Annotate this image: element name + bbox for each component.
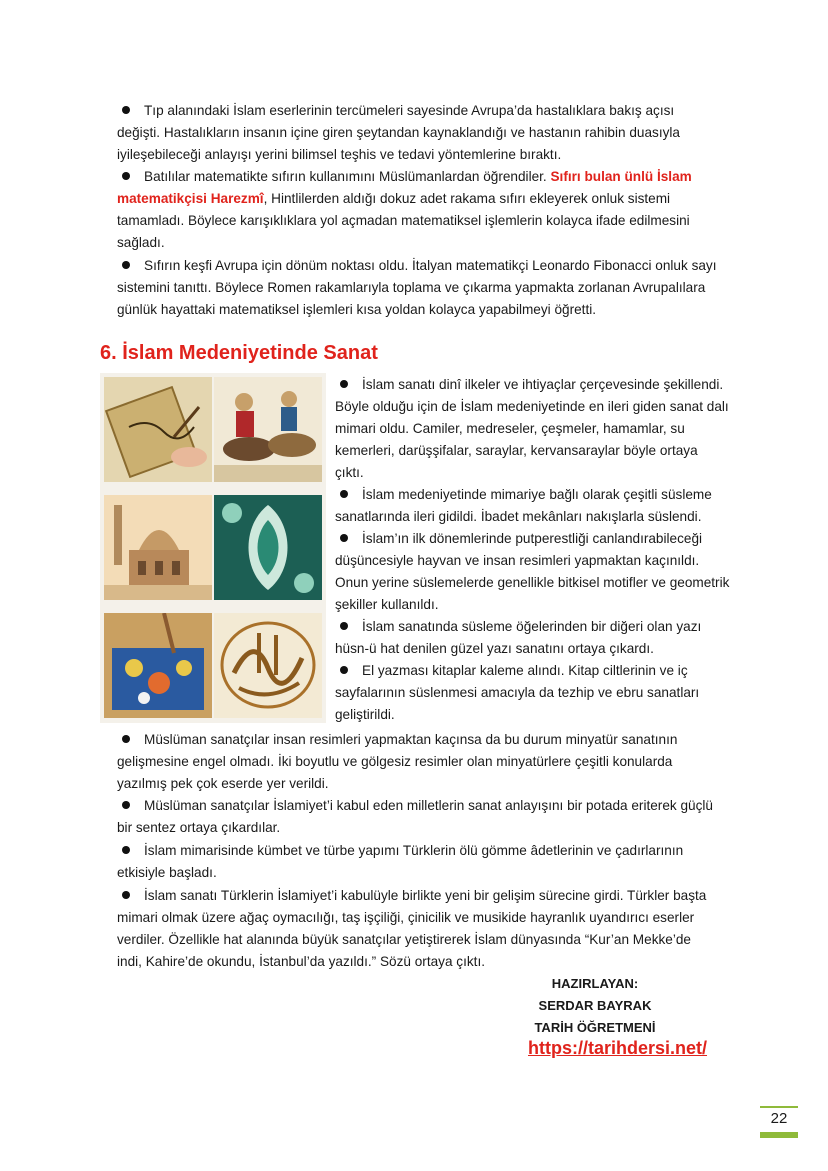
bullet-icon [340, 666, 348, 674]
column-item-5: El yazması kitaplar kaleme alındı. Kitap ciltlerinin ve iç sayfalarının süslenmesi amacıyla da tezhip ve ebru sanatları geliştirildi. [335, 663, 700, 722]
paragraph-fibonacci: Sıfırın keşfi Avrupa için dönüm noktası oldu. İtalyan matematikçi Leonardo Fibonacci onluk sayı sistemini tanıttı. Böylece Romen rakamlarıyla toplama ve çıkarma yapmakta zorlanan Avrupalılara günlük hayattaki matematiksel işlemleri kısa yoldan kolayca yapabilmeyi öğretti. [117, 258, 717, 317]
ebru-marbling-image [104, 613, 212, 718]
calligraphy-writing-image [104, 377, 212, 482]
column-item-1: İslam sanatı dinî ilkeler ve ihtiyaçlar çerçevesinde şekillendi. Böyle olduğu için de İslam medeniyetinde en ileri giden sanat dalı mimari oldu. Camiler, medreseler, çeşmeler, hamamlar, su kemerleri, darüşşifalar, saraylar, kervansaraylar böyle ortaya çıktı. [335, 377, 729, 480]
bullet-icon [340, 490, 348, 498]
bullet-icon [340, 380, 348, 388]
paragraph-kumbet: İslam mimarisinde kümbet ve türbe yapımı Türklerin ölü gömme âdetlerinin ve çadırlarının etkisiyle başladı. [117, 843, 684, 880]
tile-ornament-image [214, 495, 322, 600]
section-title: 6. İslam Medeniyetinde Sanat [100, 342, 378, 364]
paragraph-miniature: Müslüman sanatçılar insan resimleri yapmaktan kaçınsa da bu durum minyatür sanatının gelişmesine engel olmadı. İki boyutlu ve gölgesiz resimler olan minyatürlere çeşitli konularda yazılmış pek çok eserde yer verildi. [117, 732, 678, 791]
harezmi-highlight: Sıfırı bulan ünlü İslam matematikçisi Harezmî [117, 169, 692, 206]
bullet-icon [122, 846, 130, 854]
bullet-icon [122, 106, 130, 114]
bullet-icon [340, 534, 348, 542]
page-number-box [760, 1106, 798, 1138]
column-item-3: İslam’ın ilk dönemlerinde putperestliği canlandırabileceği düşüncesiyle hayvan ve insan resimleri yapmaktan kaçınıldı. Onun yerine süslemelerde genellikle bitkisel motifler ve geometrik şekiller kullanıldı. [335, 531, 730, 612]
paragraph-zero: Batılılar matematikte sıfırın kullanımını Müslümanlardan öğrendiler. Sıfırı bulan ünlü İslam matematikçisi Harezmî, Hintlilerden aldığı dokuz adet rakama sıfırı ekleyerek onluk sistemi tamamladı. Böylece karışıklıklara yol açmadan matematiksel işlemlerin kolayca ifade edilmesini sağladı. [117, 169, 692, 250]
website-link[interactable]: https://tarihdersi.net/ [528, 1038, 708, 1058]
paragraph-medicine: Tıp alanındaki İslam eserlerinin tercümeleri sayesinde Avrupa’da hastalıklara bakış açısı değişti. Hastalıkların insanın içine giren şeytandan kaynaklandığı ve hastanın rahibin duasıyla iyileşebileceği anlayışı yerini bilimsel teşhis ve tedavi yöntemlerine bıraktı. [117, 103, 680, 162]
bullet-icon [122, 891, 130, 899]
paragraph-synthesis: Müslüman sanatçılar İslamiyet’i kabul eden milletlerin sanat anlayışını bir potada eriterek güçlü bir sentez ortaya çıkardılar. [117, 798, 713, 835]
page-number-topline [760, 1106, 798, 1108]
art-image-collage [100, 373, 326, 723]
bullet-icon [122, 801, 130, 809]
page-number: 22 [770, 1110, 788, 1127]
miniature-painting-image [214, 377, 322, 482]
mosque-dome-image [104, 495, 212, 600]
signature-role: TARİH ÖĞRETMENİ [534, 1020, 656, 1035]
signature-label: HAZIRLAYAN: [551, 976, 639, 991]
page-number-bar [760, 1132, 798, 1138]
bullet-icon [122, 735, 130, 743]
bullet-icon [122, 261, 130, 269]
signature-name: SERDAR BAYRAK [538, 998, 652, 1013]
paragraph-turks: İslam sanatı Türklerin İslamiyet’i kabulüyle birlikte yeni bir gelişim sürecine girdi. Türkler başta mimari olmak üzere ağaç oymacılığı, taş işçiliği, çinicilik ve musikide hayranlık uyandırıcı eserler verdiler. Özellikle hat alanında büyük sanatçılar yetiştirerek İslam dünyasında “Kur’an Mekke’de indi, Kahire’de okundu, İstanbul’da yazıldı.” Sözü ortaya çıktı. [117, 888, 707, 969]
column-item-4: İslam sanatında süsleme öğelerinden bir diğeri olan yazı hüsn-ü hat denilen güzel yazı sanatını ortaya çıkardı. [335, 619, 702, 656]
column-item-2: İslam medeniyetinde mimariye bağlı olarak çeşitli süsleme sanatlarında ileri gidildi. İbadet mekânları nakışlarla süslendi. [335, 487, 712, 524]
bullet-icon [340, 622, 348, 630]
hat-calligraphy-image [214, 613, 322, 718]
bullet-icon [122, 172, 130, 180]
